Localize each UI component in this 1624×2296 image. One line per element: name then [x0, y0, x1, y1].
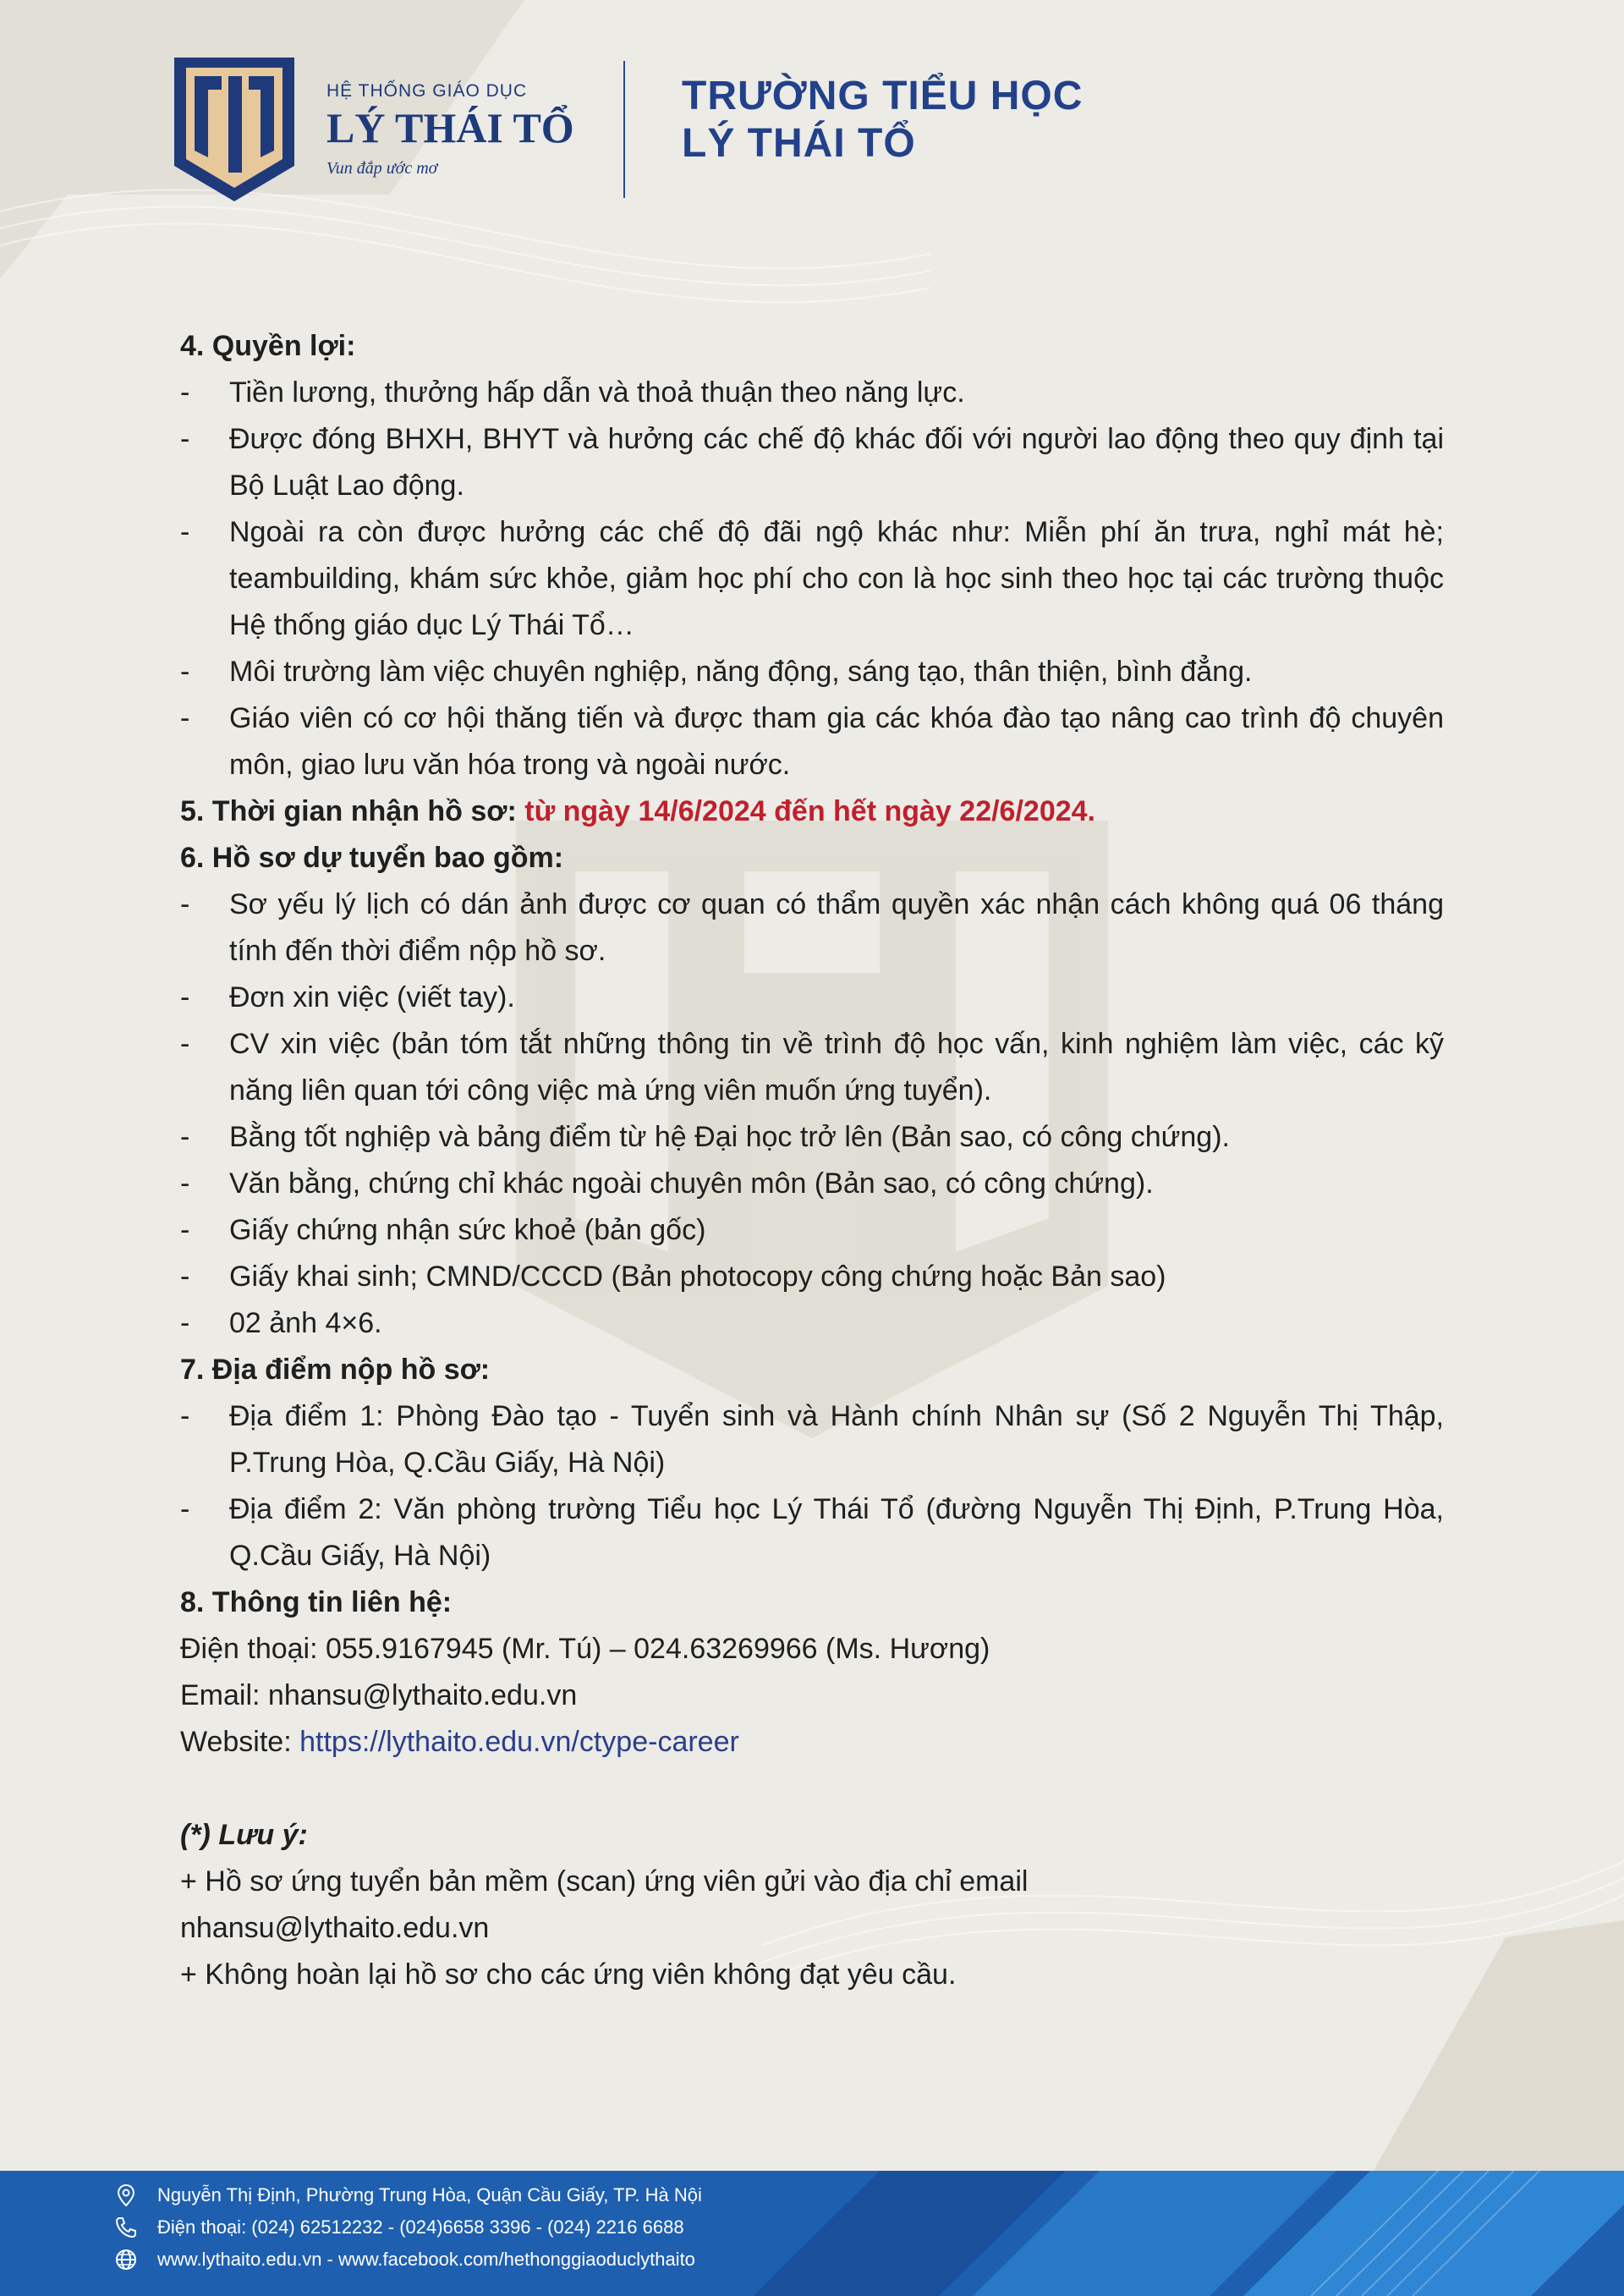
website-link[interactable]: https://lythaito.edu.vn/ctype-career: [299, 1726, 739, 1758]
list-item: - CV xin việc (bản tóm tắt những thông tin về trình độ học vấn, kinh nghiệm làm việc, các kỹ năng liên quan tới công việc mà ứng viên muốn ứng tuyển).: [180, 1028, 1444, 1107]
brand-block: [326, 81, 574, 179]
note-line: + Không hoàn lại hồ sơ cho các ứng viên không đạt yêu cầu.: [180, 1958, 957, 1991]
list-item: - Văn bằng, chứng chỉ khác ngoài chuyên môn (Bản sao, có công chứng).: [180, 1167, 1154, 1200]
page-header: [0, 0, 1624, 220]
list-item: - Sơ yếu lý lịch có dán ảnh được cơ quan có thẩm quyền xác nhận cách không quá 06 tháng tính đến thời điểm nộp hồ sơ.: [180, 888, 1444, 967]
list-item: - Đơn xin việc (viết tay).: [180, 981, 515, 1013]
note-line: + Hồ sơ ứng tuyển bản mềm (scan) ứng viên gửi vào địa chỉ email: [180, 1865, 1029, 1898]
brand-slogan: Vun đắp ước mơ: [326, 159, 438, 178]
list-item: - Ngoài ra còn được hưởng các chế độ đãi ngộ khác như: Miễn phí ăn trưa, nghỉ mát hè; teambuilding, khám sức khỏe, giảm học phí cho con là học sinh theo học tại các trường thuộc Hệ thống giáo dục Lý Thái Tổ…: [180, 516, 1444, 641]
list-item: - Được đóng BHXH, BHYT và hưởng các chế độ khác đối với người lao động theo quy định tại Bộ Luật Lao động.: [180, 423, 1444, 502]
brand-small-label: HỆ THỐNG GIÁO DỤC: [326, 81, 528, 101]
header-divider: [623, 61, 625, 198]
contact-phone: Điện thoại: 055.9167945 (Mr. Tú) – 024.63269966 (Ms. Hương): [180, 1633, 990, 1665]
note-heading: (*) Lưu ý:: [180, 1819, 308, 1851]
phone-icon: [113, 2215, 139, 2240]
list-item: - Địa điểm 1: Phòng Đào tạo - Tuyển sinh và Hành chính Nhân sự (Số 2 Nguyễn Thị Thập, P.Trung Hòa, Q.Cầu Giấy, Hà Nội): [180, 1400, 1444, 1479]
footer-address: Nguyễn Thị Định, Phường Trung Hòa, Quận Cầu Giấy, TP. Hà Nội: [113, 2183, 702, 2208]
location-pin-icon: [113, 2183, 139, 2208]
globe-icon: [113, 2247, 139, 2272]
list-item: - Giấy khai sinh; CMND/CCCD (Bản photocopy công chứng hoặc Bản sao): [180, 1261, 1166, 1293]
school-title: [682, 73, 1083, 168]
section-heading: 6. Hồ sơ dự tuyển bao gồm:: [180, 842, 564, 874]
list-item: - Bằng tốt nghiệp và bảng điểm từ hệ Đại học trở lên (Bản sao, có công chứng).: [180, 1121, 1230, 1153]
list-item: - Giấy chứng nhận sức khoẻ (bản gốc): [180, 1214, 706, 1246]
school-title-line1: TRƯỜNG TIỂU HỌC: [682, 74, 1084, 118]
note-email: nhansu@lythaito.edu.vn: [180, 1912, 490, 1944]
list-item: - Giáo viên có cơ hội thăng tiến và được tham gia các khóa đào tạo nâng cao trình độ chuyên môn, giao lưu văn hóa trong và ngoài nước.: [180, 702, 1444, 781]
list-item: - Môi trường làm việc chuyên nghiệp, năng động, sáng tạo, thân thiện, bình đẳng.: [180, 656, 1253, 688]
application-period: 5. Thời gian nhận hồ sơ: từ ngày 14/6/2024 đến hết ngày 22/6/2024.: [180, 795, 1095, 827]
section-heading: 7. Địa điểm nộp hồ sơ:: [180, 1354, 491, 1386]
school-logo-icon: [171, 56, 298, 203]
brand-name: LÝ THÁI TỔ: [326, 104, 574, 151]
page-footer: [0, 2171, 1624, 2296]
school-title-line2: LÝ THÁI TỔ: [682, 121, 916, 166]
list-item: - Tiền lương, thưởng hấp dẫn và thoả thuận theo năng lực.: [180, 376, 965, 409]
section-heading: 8. Thông tin liên hệ:: [180, 1586, 453, 1618]
list-item: - 02 ảnh 4×6.: [180, 1307, 382, 1339]
footer-phones: Điện thoại: (024) 62512232 - (024)6658 3396 - (024) 2216 6688: [113, 2215, 684, 2240]
section-heading: 4. Quyền lợi:: [180, 330, 356, 362]
footer-web: www.lythaito.edu.vn - www.facebook.com/hethonggiaoduclythaito: [113, 2247, 695, 2272]
application-dates: từ ngày 14/6/2024 đến hết ngày 22/6/2024.: [524, 795, 1095, 827]
contact-website: Website: https://lythaito.edu.vn/ctype-career: [180, 1726, 739, 1758]
list-item: - Địa điểm 2: Văn phòng trường Tiểu học Lý Thái Tổ (đường Nguyễn Thị Định, P.Trung Hòa, Q.Cầu Giấy, Hà Nội): [180, 1493, 1444, 1572]
document-body: [180, 323, 1444, 1998]
contact-email: Email: nhansu@lythaito.edu.vn: [180, 1679, 578, 1711]
